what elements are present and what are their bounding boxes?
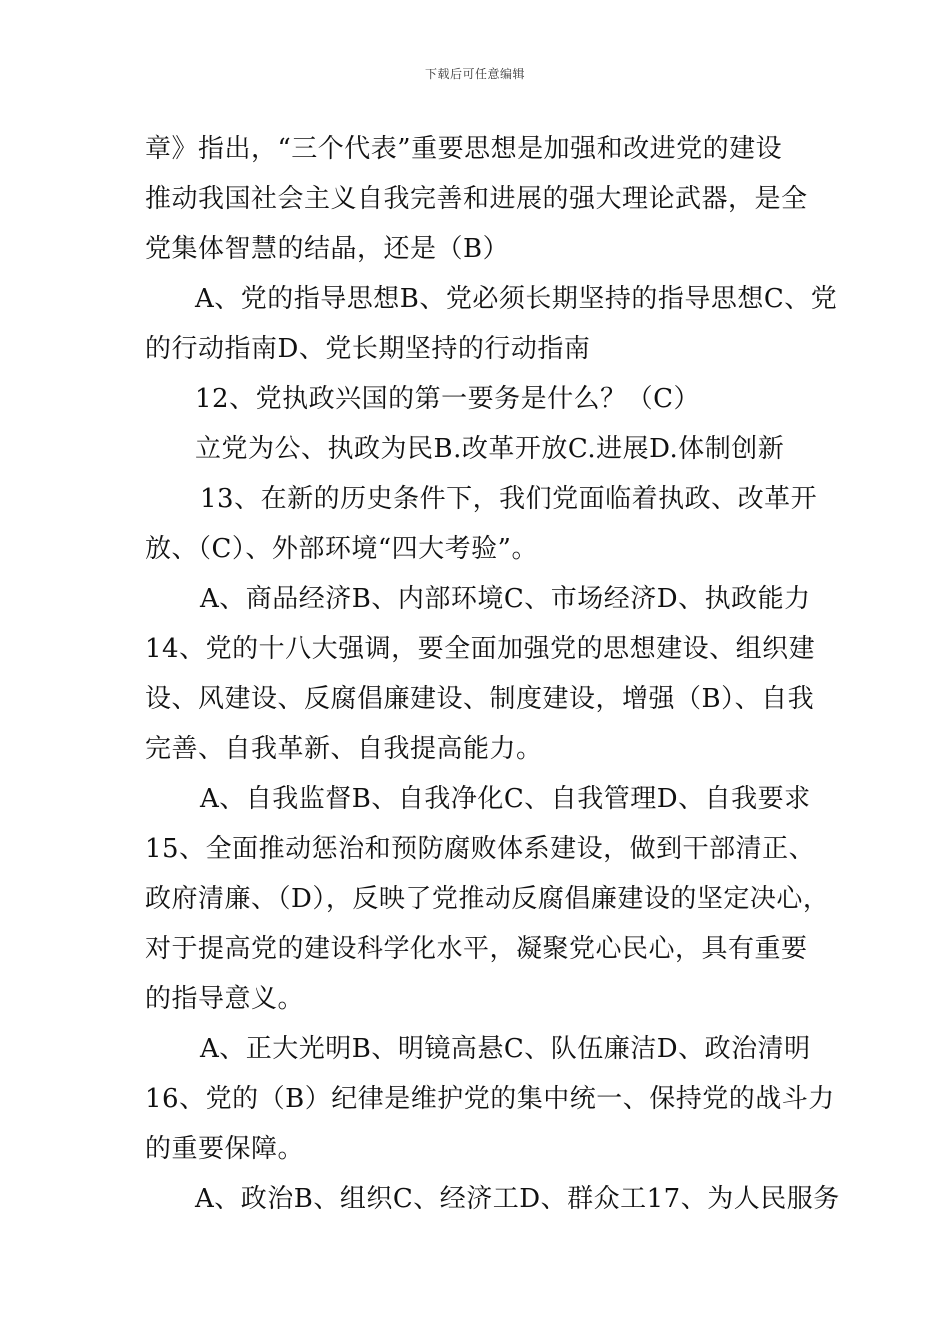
text-line: 12、党执政兴国的第一要务是什么？（C） [195, 384, 700, 414]
text-line: 的重要保障。 [145, 1134, 305, 1164]
text-line: 完善、自我革新、自我提高能力。 [145, 734, 543, 764]
text-line: 放、（C）、外部环境“四大考验”。 [145, 534, 538, 564]
text-line: 章》指出，“三个代表”重要思想是加强和改进党的建设 [145, 134, 783, 164]
page-header: 下载后可任意编辑 [424, 67, 525, 81]
text-line: A、商品经济B、内部环境C、市场经济D、执政能力 [200, 584, 811, 614]
text-line: 15、全面推动惩治和预防腐败体系建设，做到干部清正、 [145, 834, 816, 864]
text-line: 设、风建设、反腐倡廉建设、制度建设，增强（B）、自我 [145, 684, 815, 714]
text-line: 的行动指南D、党长期坚持的行动指南 [145, 334, 591, 364]
text-line: 对于提高党的建设科学化水平，凝聚党心民心，具有重要 [145, 934, 808, 964]
text-line: A、党的指导思想B、党必须长期坚持的指导思想C、党 [195, 284, 838, 314]
text-line: A、政治B、组织C、经济工D、群众工17、为人民服务 [195, 1184, 840, 1214]
text-line: A、正大光明B、明镜高悬C、队伍廉洁D、政治清明 [200, 1034, 811, 1064]
text-line: 13、在新的历史条件下，我们党面临着执政、改革开 [200, 484, 818, 514]
text-line: 党集体智慧的结晶，还是（B） [145, 234, 510, 264]
text-line: 政府清廉、（D），反映了党推动反腐倡廉建设的坚定决心， [145, 884, 830, 914]
text-line: 立党为公、执政为民B.改革开放C.进展D.体制创新 [195, 434, 785, 464]
text-line: A、自我监督B、自我净化C、自我管理D、自我要求 [200, 784, 811, 814]
text-line: 14、党的十八大强调，要全面加强党的思想建设、组织建 [145, 634, 816, 664]
text-line: 16、党的（B）纪律是维护党的集中统一、保持党的战斗力 [145, 1084, 835, 1114]
text-line: 的指导意义。 [145, 984, 305, 1014]
text-line: 推动我国社会主义自我完善和进展的强大理论武器，是全 [145, 184, 808, 214]
